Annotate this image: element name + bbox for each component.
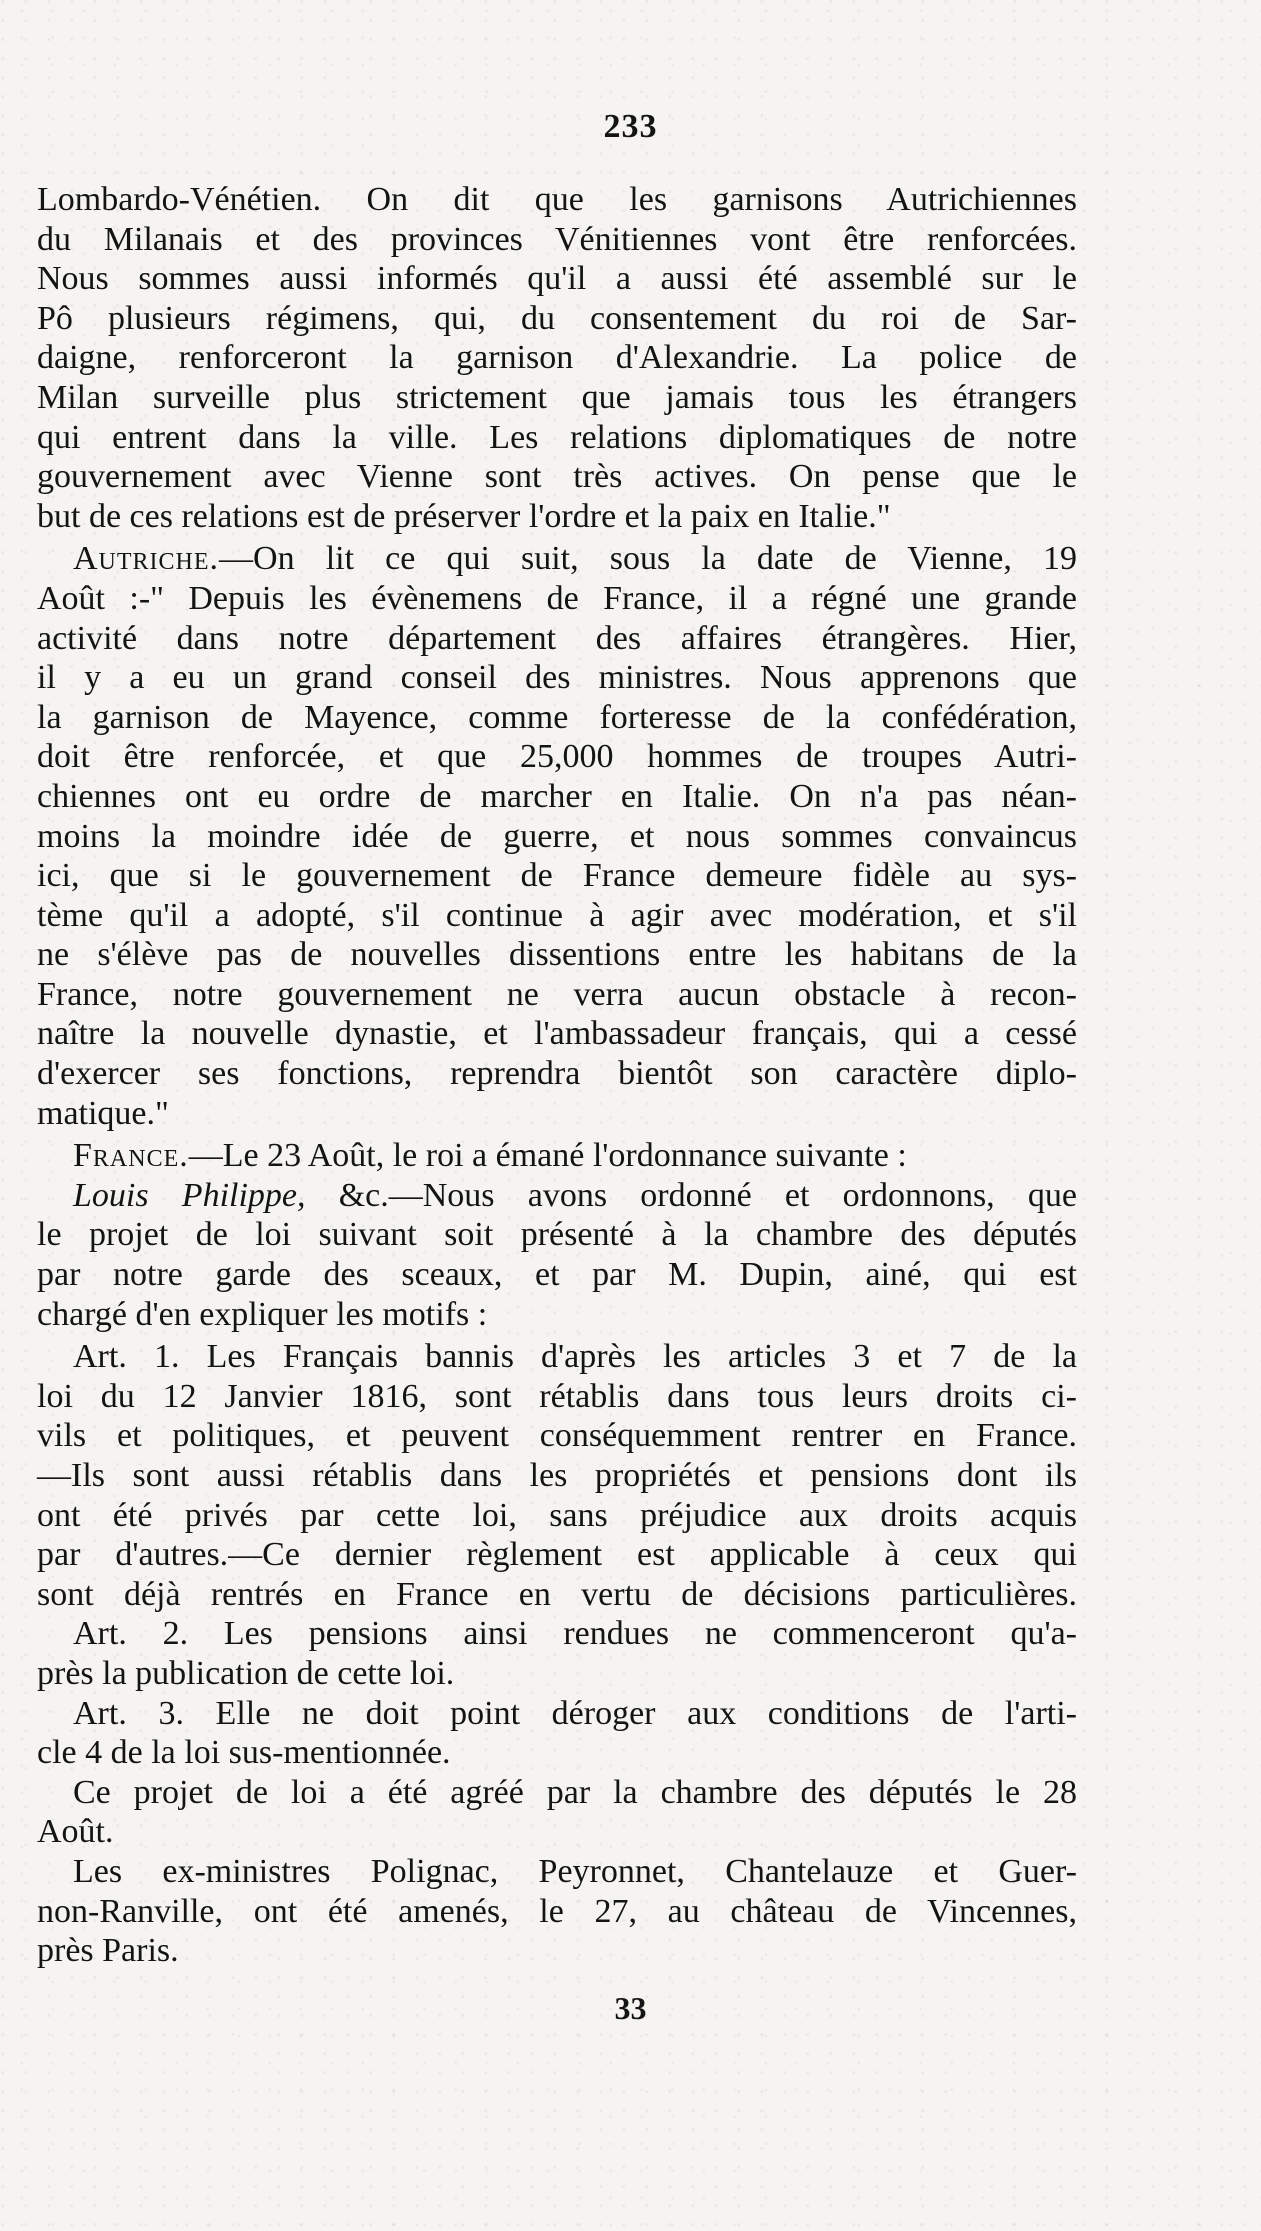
- text-line: Août.: [37, 1813, 114, 1851]
- text-line: Ce projet de loi a été agréé par la chambre des députés le 28: [73, 1773, 1077, 1811]
- text-line: ont été privés par cette loi, sans préjudice aux droits acquis: [37, 1496, 1077, 1534]
- text-line: Août :-" Depuis les évènemens de France, il a régné une grande: [37, 579, 1077, 617]
- section-line-france: [37, 1136, 1077, 1176]
- text-line: doit être renforcée, et que 25,000 hommes de troupes Autri-: [37, 738, 1077, 776]
- text-line: par d'autres.—Ce dernier règlement est applicable à ceux qui: [37, 1536, 1077, 1574]
- text-line: qui entrent dans la ville. Les relations diplomatiques de notre: [37, 418, 1077, 456]
- text-line: moins la moindre idée de guerre, et nous sommes convaincus: [37, 817, 1077, 855]
- text-line: vils et politiques, et peuvent conséquemment rentrer en France.: [37, 1417, 1077, 1455]
- text-line: Nous sommes aussi informés qu'il a aussi été assemblé sur le: [37, 260, 1077, 298]
- text-line: Les ex-ministres Polignac, Peyronnet, Chantelauze et Guer-: [73, 1852, 1077, 1890]
- text-line: chargé d'en expliquer les motifs :: [37, 1295, 488, 1333]
- text-line: près Paris.: [37, 1932, 179, 1970]
- article-3-line: Art. 3. Elle ne doit point déroger aux conditions de l'arti-: [73, 1694, 1077, 1732]
- article-2-line: Art. 2. Les pensions ainsi rendues ne commenceront qu'a-: [73, 1615, 1077, 1653]
- text-line: chiennes ont eu ordre de marcher en Italie. On n'a pas néan-: [37, 777, 1077, 815]
- text-fragment: &c.—Nous avons ordonné et ordonnons, que: [305, 1176, 1077, 1214]
- article-1-line: Art. 1. Les Français bannis d'après les articles 3 et 7 de la: [73, 1338, 1077, 1376]
- text-line: France, notre gouvernement ne verra aucun obstacle à recon-: [37, 975, 1077, 1013]
- text-line: la garnison de Mayence, comme forteresse de la confédération,: [37, 698, 1077, 736]
- section-head-france: France.: [73, 1137, 189, 1175]
- text-line: ici, que si le gouvernement de France demeure fidèle au sys-: [37, 857, 1077, 895]
- text-line: Milan surveille plus strictement que jamais tous les étrangers: [37, 378, 1077, 416]
- text-line: but de ces relations est de préserver l'ordre et la paix en Italie.": [37, 497, 891, 535]
- text-line: le projet de loi suivant soit présenté à la chambre des députés: [37, 1216, 1077, 1254]
- text-line: du Milanais et des provinces Vénitiennes vont être renforcées.: [37, 220, 1077, 258]
- text-line: Lombardo-Vénétien. On dit que les garnisons Autrichiennes: [37, 181, 1077, 218]
- text-line: loi du 12 Janvier 1816, sont rétablis dans tous leurs droits ci-: [37, 1377, 1077, 1415]
- section-line-autriche: [37, 539, 1077, 579]
- text-line: cle 4 de la loi sus-mentionnée.: [37, 1734, 451, 1772]
- text-line: Pô plusieurs régimens, qui, du consentement du roi de Sar-: [37, 299, 1077, 337]
- king-name: Louis Philippe,: [73, 1176, 306, 1214]
- text-line: tème qu'il a adopté, s'il continue à agir avec modération, et s'il: [37, 896, 1077, 934]
- text-line: matique.": [37, 1094, 169, 1132]
- text-line: gouvernement avec Vienne sont très actives. On pense que le: [37, 458, 1077, 496]
- text-line: non-Ranville, ont été amenés, le 27, au château de Vincennes,: [37, 1892, 1077, 1930]
- text-line: ne s'élève pas de nouvelles dissentions entre les habitans de la: [37, 936, 1077, 974]
- text-line: activité dans notre département des affaires étrangères. Hier,: [37, 619, 1077, 657]
- text-line: —Ils sont aussi rétablis dans les propriétés et pensions dont ils: [37, 1457, 1077, 1494]
- text-line: près la publication de cette loi.: [37, 1654, 455, 1692]
- text-fragment: —On lit ce qui suit, sous la date de Vienne, 19: [219, 540, 1077, 578]
- text-line: sont déjà rentrés en France en vertu de décisions particulières.: [37, 1575, 1077, 1613]
- text-line: [37, 1176, 1077, 1216]
- article-body: [37, 180, 1077, 1971]
- text-line: il y a eu un grand conseil des ministres. Nous apprenons que: [37, 659, 1077, 697]
- section-head-autriche: Autriche.: [73, 540, 220, 578]
- text-line: daigne, renforceront la garnison d'Alexandrie. La police de: [37, 339, 1077, 377]
- text-fragment: —Le 23 Août, le roi a émané l'ordonnance suivante :: [188, 1137, 907, 1175]
- page-number: 233: [603, 108, 658, 145]
- text-line: par notre garde des sceaux, et par M. Dupin, ainé, qui est: [37, 1256, 1077, 1294]
- text-line: naître la nouvelle dynastie, et l'ambassadeur français, qui a cessé: [37, 1015, 1077, 1053]
- text-line: d'exercer ses fonctions, reprendra bientôt son caractère diplo-: [37, 1055, 1077, 1093]
- signature-mark: 33: [614, 1990, 647, 2026]
